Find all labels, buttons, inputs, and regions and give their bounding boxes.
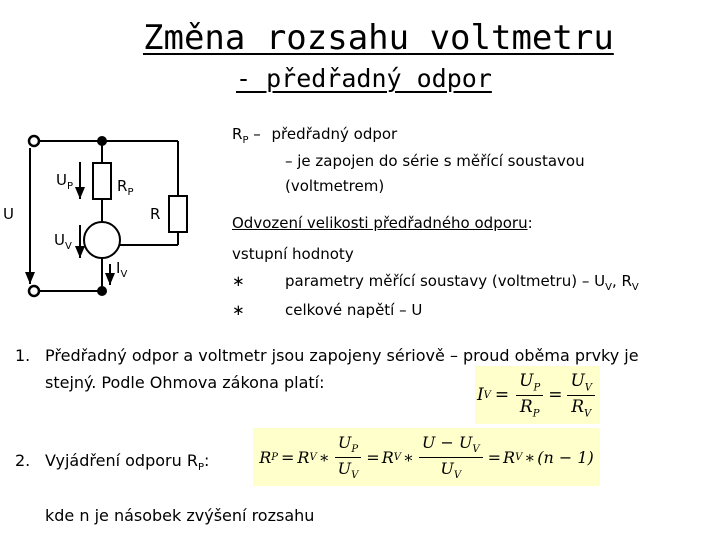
definition-line1: $R_P$ – předřadný odpor: [232, 125, 398, 146]
arrow-iv-head: [105, 273, 115, 285]
derivation-inputs: vstupní hodnoty: [232, 245, 354, 263]
formula-ohm: I V = $\frac{U_P}{R_P}$ = $\frac{U_V}{R_V}$: [475, 366, 600, 424]
step1-line2: stejný. Podle Ohmova zákona platí:: [45, 373, 325, 392]
derivation-item2: celkové napětí – U: [285, 301, 423, 319]
resistor-rp: [93, 163, 111, 199]
arrow-up-head: [75, 187, 85, 199]
step1-line1: Předřadný odpor a voltmetr jsou zapojeny sériově – proud oběma prvky je: [45, 346, 639, 365]
terminal-bottom: [29, 286, 39, 296]
label-rp: $R_P$: [117, 177, 134, 198]
label-uv: $U_V$: [54, 231, 72, 252]
step2-number: 2.: [15, 451, 31, 470]
arrow-u-head: [25, 272, 35, 284]
label-u: U: [3, 205, 14, 223]
circuit-diagram: [0, 0, 230, 320]
label-up: $U_P$: [56, 171, 74, 192]
label-r: R: [150, 205, 161, 223]
bullet-1: ∗: [232, 272, 245, 290]
voltmeter-circle: [84, 222, 120, 258]
label-iv: $I_V$: [116, 259, 128, 280]
page-subtitle: - předřadný odpor: [236, 64, 492, 93]
terminal-top: [29, 136, 39, 146]
node-bottom: [97, 286, 107, 296]
footer-note: kde n je násobek zvýšení rozsahu: [45, 506, 315, 525]
step1-number: 1.: [15, 346, 31, 365]
bullet-2: ∗: [232, 301, 245, 319]
node-top: [97, 136, 107, 146]
arrow-uv-head: [75, 246, 85, 258]
derivation-heading: Odvození velikosti předřadného odporu:: [232, 214, 533, 232]
step2-text: Vyjádření odporu $R_P$:: [45, 451, 210, 474]
definition-line3: (voltmetrem): [285, 177, 385, 195]
page-title: Změna rozsahu voltmetru: [143, 18, 614, 58]
definition-line2: – je zapojen do série s měřící soustavou: [285, 152, 585, 170]
derivation-item1: parametry měřící soustavy (voltmetru) – $U_V$, $R_V$: [285, 272, 639, 293]
formula-rp: R P = R V ∗ $\frac{U_P}{U_V}$ = R V ∗ $\frac{U - U_V}{U_V}$ = R V ∗ (n − 1): [253, 428, 600, 486]
resistor-r: [169, 196, 187, 232]
